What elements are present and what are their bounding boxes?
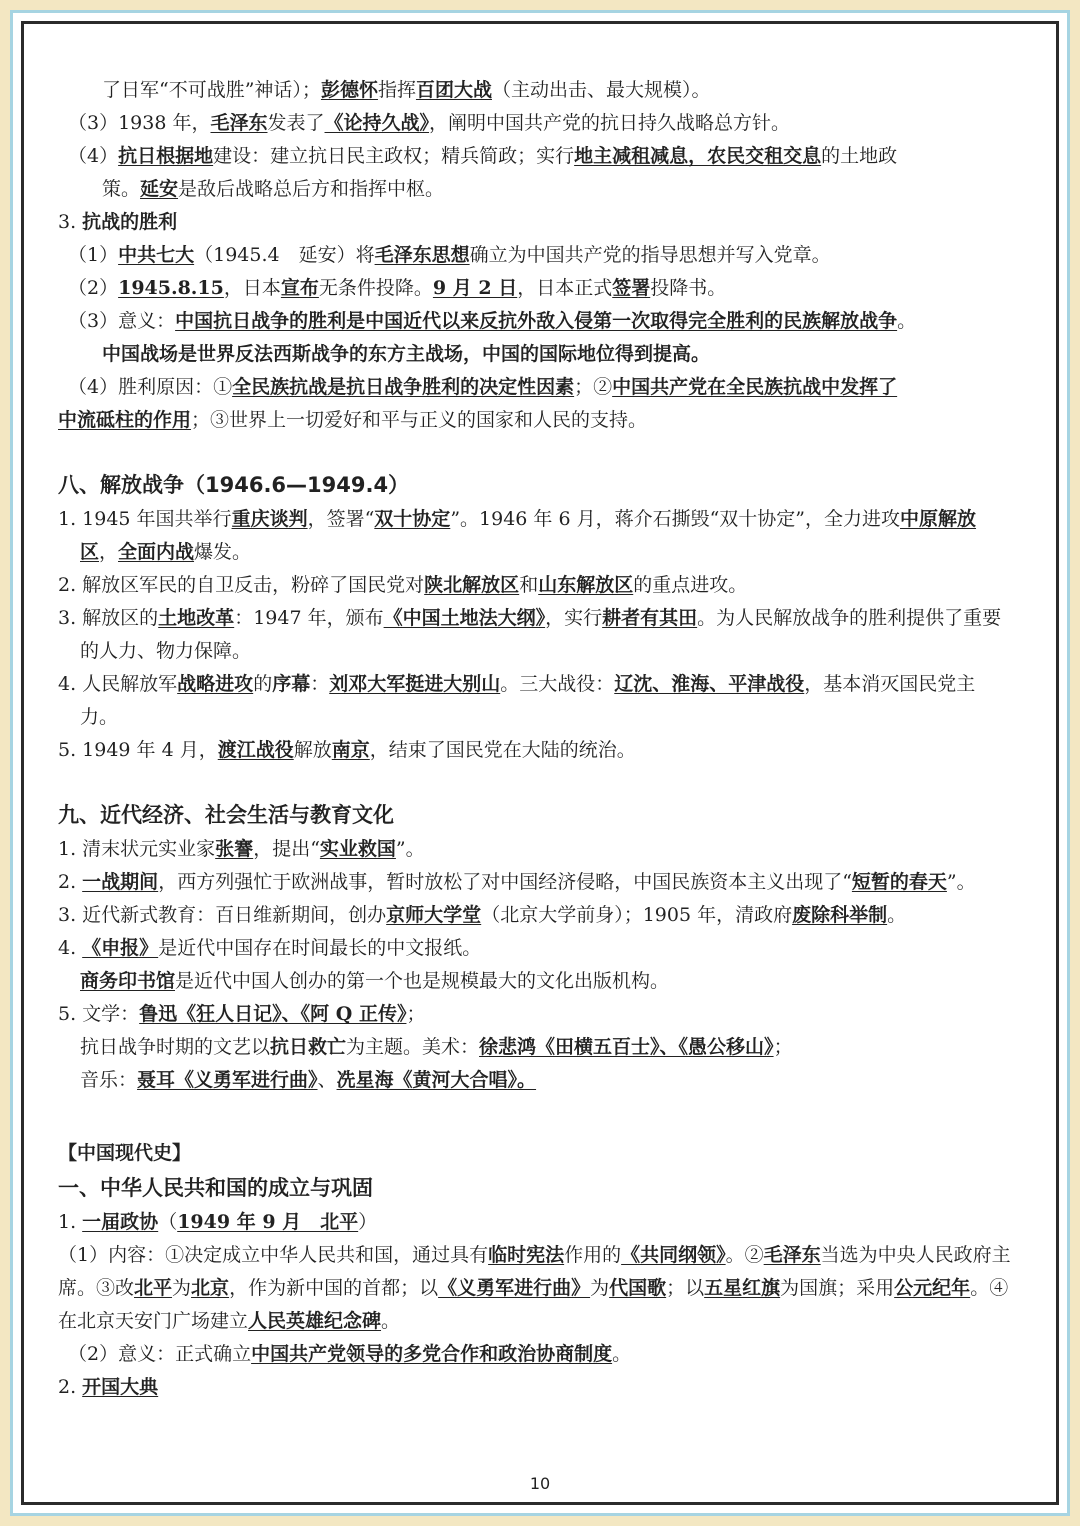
text-span: 。三大战役：	[500, 673, 615, 695]
text-span: 和	[519, 574, 539, 596]
text-span: 为主题。美术：	[346, 1036, 480, 1058]
key-term: 双十协定	[374, 508, 451, 530]
key-term: 陕北解放区	[424, 574, 520, 596]
key-term: 山东解放区	[538, 574, 634, 596]
paragraph-line	[58, 1338, 1013, 1371]
key-term: 9 月 2 日	[432, 277, 518, 299]
section-heading	[58, 1170, 1013, 1206]
text-span: 当选为中央人民政府主席。③改	[58, 1244, 1011, 1299]
text-span: ；③世界上一切爱好和平与正义的国家和人民的支持。	[191, 409, 648, 431]
text-span: 2.	[58, 871, 83, 893]
paragraph-line	[58, 74, 1013, 107]
text-span: ，提出“	[253, 838, 320, 860]
text-span: 4. 人民解放军	[58, 673, 178, 695]
text-span: ，基本消灭国民党主力。	[80, 673, 976, 728]
key-term: 聂耳《义勇军进行曲》	[137, 1069, 318, 1091]
key-term: 刘邓大军挺进大别山	[329, 673, 501, 695]
text-span: 、	[317, 1069, 337, 1091]
paragraph-line	[58, 1064, 1013, 1097]
paragraph-line	[58, 140, 1013, 173]
text-span: 了日军“不可战胜”神话）；	[102, 79, 321, 101]
text-span: ，日本正式	[517, 277, 613, 299]
paragraph-line	[58, 173, 1013, 206]
key-term: 全面内战	[118, 541, 195, 563]
text-span: 九、近代经济、社会生活与教育文化	[58, 803, 394, 827]
key-term: 北京	[191, 1277, 230, 1299]
paragraph-line	[58, 206, 1013, 239]
text-span: ”。1946 年 6 月，蒋介石撕毁“双十协定”，全力进攻	[450, 508, 901, 530]
text-span: ”。	[946, 871, 976, 893]
text-span: 。	[381, 1310, 401, 1332]
key-term: 宣布	[280, 277, 319, 299]
key-term: 渡江战役	[217, 739, 294, 761]
key-term: 中国共产党在全民族抗战中发挥了	[612, 376, 898, 398]
paragraph-line	[58, 965, 1013, 998]
text-span: ，实行	[545, 607, 603, 629]
key-term: 辽沈、淮海、平津战役	[614, 673, 805, 695]
key-term: 彭德怀	[320, 79, 378, 101]
key-term: 中共七大	[118, 244, 195, 266]
text-span: 3.	[58, 211, 83, 233]
key-term: 人民英雄纪念碑	[248, 1310, 382, 1332]
text-span: 5. 文学：	[58, 1003, 140, 1025]
text-span: 为	[172, 1277, 192, 1299]
text-span: 确立为中国共产党的指导思想并写入党章。	[469, 244, 831, 266]
key-term: 徐悲鸿《田横五百士》、《愚公移山》	[479, 1036, 774, 1058]
key-term: 1945.8.15	[118, 277, 224, 299]
text-span: 音乐：	[80, 1069, 138, 1091]
text-span: 2.	[58, 1376, 83, 1398]
text-span: 是近代中国人创办的第一个也是规模最大的文化出版机构。	[175, 970, 670, 992]
text-span: ；以	[666, 1277, 705, 1299]
bold-text: 中国战场是世界反法西斯战争的东方主战场，中国的国际地位得到提高。	[102, 343, 711, 365]
paragraph-line	[58, 1371, 1013, 1404]
text-span: 5. 1949 年 4 月，	[58, 739, 218, 761]
paragraph-line	[58, 1206, 1013, 1239]
text-span: 。	[897, 310, 917, 332]
text-span: 一、中华人民共和国的成立与巩固	[58, 1176, 373, 1200]
key-term: 中流砥柱的作用	[58, 409, 192, 431]
key-term: 中国共产党领导的多党合作和政治协商制度	[251, 1343, 613, 1365]
text-span: 指挥	[377, 79, 416, 101]
text-span: 1. 1945 年国共举行	[58, 508, 232, 530]
paragraph-line	[58, 371, 1013, 404]
key-term: 毛泽东思想	[374, 244, 470, 266]
paragraph-line	[58, 338, 1013, 371]
paragraph-line	[58, 305, 1013, 338]
paragraph-line	[58, 503, 1013, 569]
text-span: 投降书。	[650, 277, 727, 299]
text-span: （1）	[68, 244, 119, 266]
paragraph-line	[58, 899, 1013, 932]
text-span: 。②	[725, 1244, 764, 1266]
key-term: 实业救国	[319, 838, 396, 860]
text-span: （4）	[68, 145, 119, 167]
key-term: 毛泽东	[210, 112, 268, 134]
text-span: （3）1938 年，	[68, 112, 211, 134]
key-term: 《中国土地法大纲》	[383, 607, 546, 629]
paragraph-line	[58, 272, 1013, 305]
paragraph-line	[58, 668, 1013, 734]
paragraph-line	[58, 404, 1013, 437]
text-span: 3. 近代新式教育：百日维新期间，创办	[58, 904, 387, 926]
key-term: 冼星海《黄河大合唱》。	[336, 1069, 537, 1091]
key-term: 毛泽东	[763, 1244, 821, 1266]
paragraph-line	[58, 107, 1013, 140]
document-content	[58, 74, 1013, 1404]
key-term: 北平	[134, 1277, 173, 1299]
text-span: （1）内容：①决定成立中华人民共和国，通过具有	[58, 1244, 489, 1266]
text-span: 1.	[58, 1211, 83, 1233]
text-span: ，阐明中国共产党的抗日持久战略总方针。	[429, 112, 791, 134]
text-span: 2. 解放区军民的自卫反击，粉碎了国民党对	[58, 574, 425, 596]
section-spacer	[58, 437, 1013, 467]
key-term: 一届政协	[82, 1211, 159, 1233]
bold-text: 序幕	[272, 673, 311, 695]
key-term: 开国大典	[82, 1376, 159, 1398]
text-span: 为国旗；采用	[780, 1277, 895, 1299]
key-term: 全民族抗战是抗日战争胜利的决定性因素	[232, 376, 575, 398]
key-term: 战略进攻	[177, 673, 254, 695]
text-span: ；	[773, 1036, 793, 1058]
key-term: 公元纪年	[894, 1277, 971, 1299]
paragraph-line	[58, 239, 1013, 272]
text-span: 是近代中国存在时间最长的中文报纸。	[158, 937, 482, 959]
section-spacer	[58, 1097, 1013, 1137]
key-term: 重庆谈判	[231, 508, 308, 530]
key-term: 南京	[331, 739, 370, 761]
key-term: 《共同纲领》	[621, 1244, 726, 1266]
section-spacer	[58, 767, 1013, 797]
key-term: 签署	[612, 277, 651, 299]
text-span: ：1947 年，颁布	[234, 607, 384, 629]
paragraph-line	[58, 1031, 1013, 1064]
text-span: 抗日战争时期的文艺以	[80, 1036, 271, 1058]
text-span: ，日本	[223, 277, 281, 299]
paragraph-line	[58, 998, 1013, 1031]
text-span: 建设：建立抗日民主政权；精兵简政；实行	[213, 145, 575, 167]
bold-text: 抗日救亡	[270, 1036, 347, 1058]
text-span: （4）胜利原因：①	[68, 376, 233, 398]
text-span: （北京大学前身）；1905 年，清政府	[481, 904, 793, 926]
text-span: 策。	[102, 178, 141, 200]
paragraph-line	[58, 602, 1013, 668]
key-term: 《申报》	[82, 937, 159, 959]
text-span: ；	[406, 1003, 426, 1025]
key-term: 《论持久战》	[324, 112, 430, 134]
key-term: 中国抗日战争的胜利是中国近代以来反抗外敌入侵第一次取得完全胜利的民族解放战争	[175, 310, 898, 332]
key-term: 土地改革	[158, 607, 235, 629]
key-term: 百团大战	[415, 79, 492, 101]
key-term: 耕者有其田	[602, 607, 698, 629]
paragraph-line	[58, 734, 1013, 767]
text-span: 1. 清末状元实业家	[58, 838, 216, 860]
key-term: 鲁迅《狂人日记》、《阿 Q 正传》	[139, 1003, 407, 1025]
text-span: ”。	[395, 838, 425, 860]
text-span: ，签署“	[307, 508, 375, 530]
text-span: （3）意义：	[68, 310, 176, 332]
text-span: 。	[887, 904, 907, 926]
key-term: 抗日根据地	[118, 145, 214, 167]
text-span: 解放	[293, 739, 332, 761]
text-span: 4.	[58, 937, 83, 959]
text-span: ，西方列强忙于欧洲战事，暂时放松了对中国经济侵略，中国民族资本主义出现了“	[158, 871, 852, 893]
text-span: （	[158, 1211, 178, 1233]
text-span: 的土地政	[821, 145, 898, 167]
text-span: 3. 解放区的	[58, 607, 159, 629]
text-span: 发表了	[267, 112, 325, 134]
text-span: 。	[612, 1343, 632, 1365]
text-span: 。为人民解放战争的胜利提供了重要的人力、物力保障。	[80, 607, 1002, 662]
text-span: 。④在北京天安门广场建立	[58, 1277, 1009, 1332]
paragraph-line	[58, 932, 1013, 965]
key-term: 代国歌	[609, 1277, 667, 1299]
key-term: 《义勇军进行曲》	[438, 1277, 591, 1299]
text-span: 八、解放战争（1946.6—1949.4）	[58, 473, 410, 497]
text-span: （2）意义：正式确立	[68, 1343, 252, 1365]
key-term: 废除科举制	[792, 904, 888, 926]
text-span: （主动出击、最大规模）。	[491, 79, 711, 101]
page-number: 10	[529, 1474, 551, 1493]
key-term: 临时宪法	[488, 1244, 565, 1266]
text-span: 为	[590, 1277, 610, 1299]
key-term: 张謇	[215, 838, 254, 860]
text-span: 的重点进攻。	[633, 574, 748, 596]
paragraph-line	[58, 1239, 1013, 1338]
section-heading	[58, 467, 1013, 503]
text-span: 作用的	[564, 1244, 622, 1266]
section-heading	[58, 797, 1013, 833]
key-term: 地主减租减息，农民交租交息	[574, 145, 822, 167]
text-span: （1945.4 延安）将	[194, 244, 375, 266]
bold-text: 抗战的胜利	[82, 211, 178, 233]
key-term: 一战期间	[82, 871, 159, 893]
text-span: ：	[310, 673, 330, 695]
text-span: 无条件投降。	[318, 277, 433, 299]
text-span: （2）	[68, 277, 119, 299]
paragraph-line	[58, 833, 1013, 866]
text-span: ，结束了国民党在大陆的统治。	[369, 739, 636, 761]
paragraph-line	[58, 569, 1013, 602]
text-span: ，	[99, 541, 119, 563]
text-span: ）	[358, 1211, 378, 1233]
key-term: 京师大学堂	[386, 904, 482, 926]
key-term: 1949 年 9 月 北平	[177, 1211, 359, 1233]
text-span: 是敌后战略总后方和指挥中枢。	[178, 178, 445, 200]
bold-text: 【中国现代史】	[58, 1142, 192, 1164]
text-span: ，作为新中国的首都；以	[229, 1277, 439, 1299]
text-span: ；②	[574, 376, 613, 398]
text-span: 的	[253, 673, 273, 695]
key-term: 延安	[140, 178, 179, 200]
key-term: 商务印书馆	[80, 970, 176, 992]
key-term: 中原解放区	[80, 508, 977, 563]
text-span: 爆发。	[194, 541, 252, 563]
key-term: 短暂的春天	[851, 871, 947, 893]
paragraph-line	[58, 866, 1013, 899]
paragraph-line	[58, 1137, 1013, 1170]
key-term: 五星红旗	[704, 1277, 781, 1299]
